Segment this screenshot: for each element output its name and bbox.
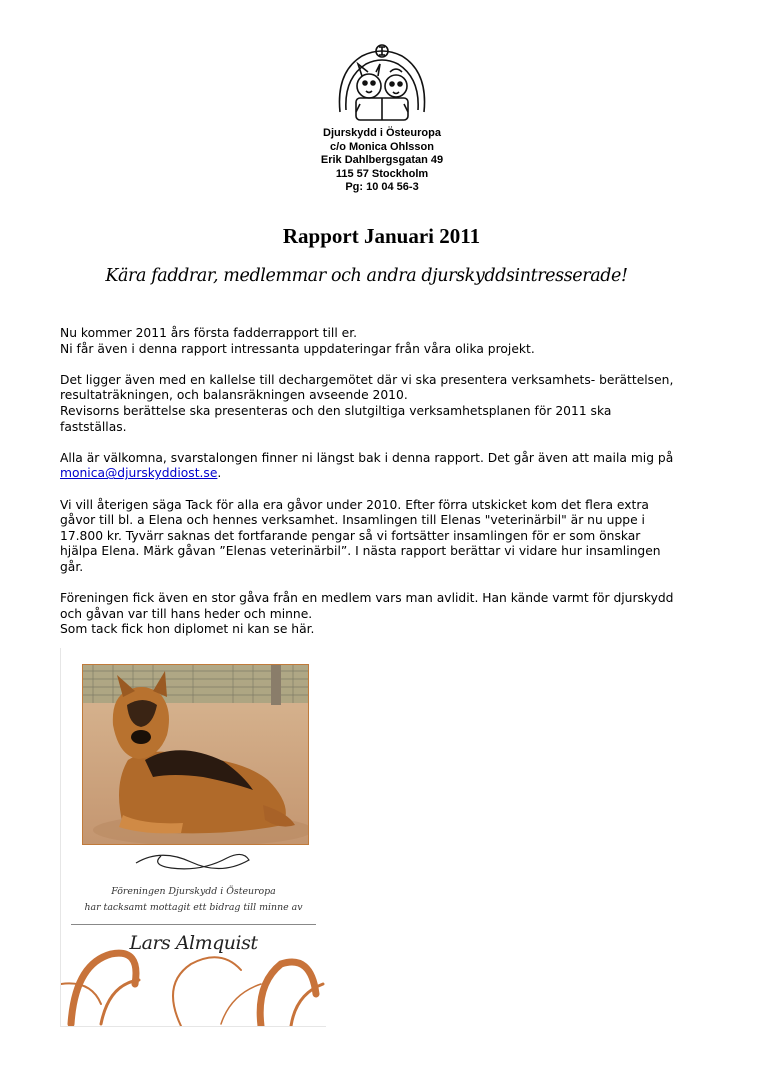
greeting: Kära faddrar, medlemmar och andra djurskyddsintresserade! — [105, 266, 628, 286]
paragraph — [60, 326, 710, 357]
text-line: Alla är välkomna, svarstalongen finner ni längst bak i denna rapport. Det går även att maila mig på — [60, 450, 674, 465]
text-line: gåvor till bl. a Elena och hennes verksamhet. Insamlingen till Elenas "veterinärbil" är nu uppe i — [60, 513, 645, 528]
report-title: Rapport Januari 2011 — [282, 224, 481, 248]
paragraph — [60, 451, 710, 482]
text-line: hjälpa Elena. Märk gåvan ”Elenas veterinärbil”. I nästa rapport berättar vi vidare hur insamlingen — [60, 544, 661, 559]
punctuation: . — [217, 466, 222, 481]
address-line: Pg: 10 04 56-3 — [345, 181, 419, 193]
memorial-name: Lars Almquist — [129, 932, 258, 954]
dog-photo — [82, 664, 309, 845]
text-line: resultaträkningen, och balansräkningen avseende 2010. — [60, 388, 408, 403]
email-link[interactable]: monica@djurskyddiost.se — [60, 466, 218, 481]
sender-address — [232, 127, 532, 195]
text-line: 17.800 kr. Tyvärr saknas det fortfarande pengar så vi fortsätter insamlingen för er som önskar — [60, 528, 641, 543]
text-line: Ni får även i denna rapport intressanta uppdateringar från våra olika projekt. — [60, 341, 535, 356]
text-line: Vi vill återigen säga Tack för alla era gåvor under 2010. Efter förra utskicket kom det flera extra — [60, 497, 649, 512]
text-line: Som tack fick hon diplomet ni kan se här. — [60, 622, 315, 637]
text-line: Det ligger även med en kallelse till dechargemötet där vi ska presentera verksamhets- berättelsen, — [60, 372, 674, 387]
diploma-text-line: har tacksamt mottagit ett bidrag till minne av — [84, 902, 303, 913]
flourish-icon — [131, 848, 256, 878]
paragraph — [60, 373, 710, 435]
report-body — [60, 326, 710, 653]
text-line: Föreningen fick även en stor gåva från en medlem vars man avlidit. Han kände varmt för djurskydd — [60, 591, 674, 606]
address-line: Djurskydd i Östeuropa — [323, 127, 441, 139]
text-line: går. — [60, 559, 84, 574]
address-line: 115 57 Stockholm — [335, 167, 429, 180]
text-line — [60, 466, 710, 482]
text-line: fastställas. — [60, 419, 127, 434]
address-line: Erik Dahlbergsgatan 49 — [320, 154, 444, 166]
paragraph — [60, 591, 710, 638]
address-line: c/o Monica Ohlsson — [330, 140, 434, 153]
diploma-image — [60, 648, 326, 1027]
animals-logo-icon — [332, 42, 432, 128]
text-line: och gåvan var till hans heder och minne. — [60, 606, 313, 621]
text-line: Revisorns berättelse ska presenteras och den slutgiltiga verksamhetsplanen för 2011 ska — [60, 403, 612, 418]
diploma-text-line: Föreningen Djurskydd i Östeuropa — [111, 886, 276, 897]
text-line: Nu kommer 2011 års första fadderrapport till er. — [60, 326, 358, 340]
paragraph — [60, 498, 710, 576]
